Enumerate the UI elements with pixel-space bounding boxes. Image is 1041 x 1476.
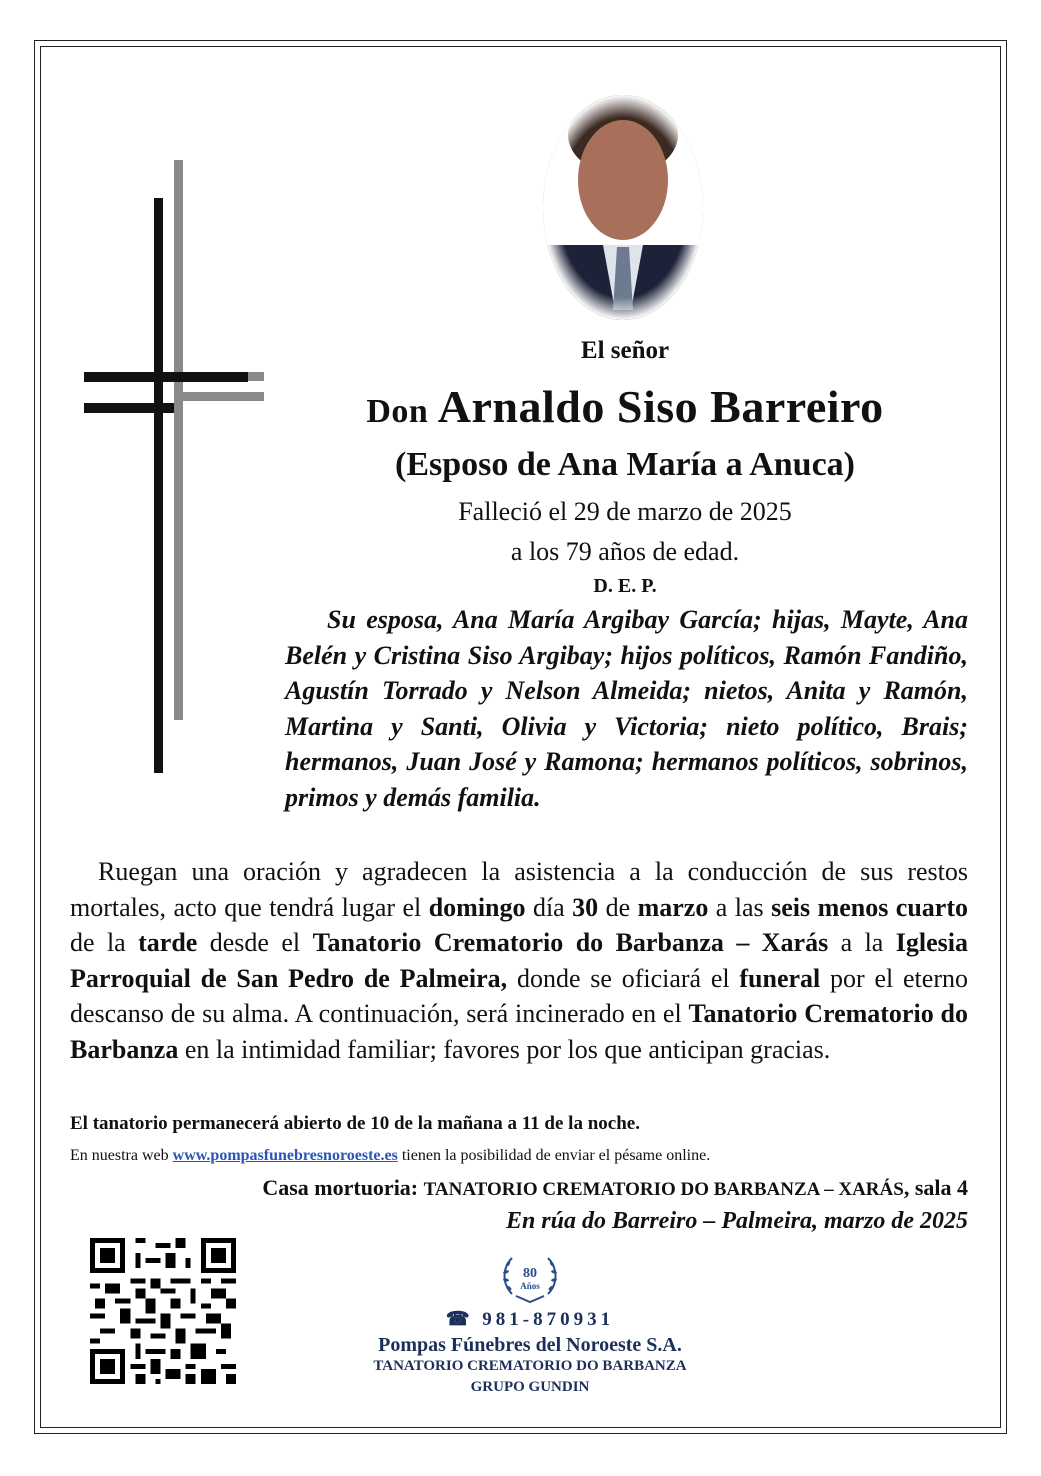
funeral-home-place: TANATORIO CREMATORIO DO BARBANZA – XARÁS <box>423 1179 904 1200</box>
web-text-before: En nuestra web <box>70 1147 173 1164</box>
name-text: Arnaldo Siso Barreiro <box>437 381 884 432</box>
ceremony-bold: domingo <box>428 892 526 922</box>
ceremony-paragraph <box>70 854 968 1067</box>
badge-number: 80 <box>523 1266 537 1281</box>
company-group: GRUPO GUNDIN <box>470 1379 590 1395</box>
funeral-home-line <box>262 1175 968 1201</box>
hours-line: El tanatorio permanecerá abierto de 10 de la mañana a 11 de la noche. <box>70 1113 640 1134</box>
ceremony-bold: seis menos cuarto <box>771 892 968 922</box>
family-list: Su esposa, Ana María Argibay García; hijas, Mayte, Ana Belén y Cristina Siso Argibay; hijos políticos, Ramón Fandiño, Agustín Torrado y Nelson Almeida; nietos, Anita y Ramón, Martina y Santi, Olivia y Victoria; nieto político, Brais; hermanos, Juan José y Ramona; hermanos políticos, sobrinos, primos y demás familia. <box>285 605 968 812</box>
website-link[interactable]: www.pompasfunebresnoroeste.es <box>172 1147 398 1164</box>
web-text-after: tienen la posibilidad de enviar el pésame online. <box>397 1147 711 1164</box>
age-line: a los 79 años de edad. <box>510 537 740 566</box>
ceremony-bold: 30 <box>572 892 599 922</box>
ceremony-text: en la intimidad familiar; favores por los que anticipan gracias. <box>178 1034 831 1064</box>
phone-icon: ☎ <box>445 1309 474 1330</box>
dep-line: D. E. P. <box>593 575 657 597</box>
ceremony-text: a las <box>708 892 772 922</box>
ceremony-bold: tarde <box>138 928 198 957</box>
spouse-line: (Esposo de Ana María a Anuca) <box>395 446 855 483</box>
ceremony-text: donde se oficiará el <box>507 963 740 993</box>
qr-code-icon[interactable] <box>90 1238 236 1384</box>
ceremony-text: día <box>525 892 573 922</box>
death-date-line: Falleció el 29 de marzo de 2025 <box>458 497 792 526</box>
ceremony-text: por el eterno descanso de su alma. A continuación, será incinerado en el <box>70 963 968 1028</box>
funeral-home-label: Casa mortuoria: <box>262 1175 419 1200</box>
portrait-photo <box>543 95 703 320</box>
company-tanatorio: TANATORIO CREMATORIO DO BARBANZA <box>373 1358 687 1374</box>
ceremony-text: desde el <box>197 928 313 957</box>
phone-line <box>300 1308 760 1331</box>
title-prefix: El señor <box>580 337 670 364</box>
ceremony-bold: Iglesia Parroquial de San Pedro de Palmeira, <box>70 928 968 993</box>
ceremony-bold: marzo <box>637 892 709 922</box>
name-prefix: Don <box>366 393 429 430</box>
ceremony-bold: funeral <box>739 963 821 993</box>
ceremony-text: de la <box>70 928 139 957</box>
ceremony-bold: Tanatorio Crematorio do Barbanza – Xarás <box>312 928 829 957</box>
ceremony-text: Ruegan una oración y agradecen la asistencia a la conducción de sus restos mortales, acto que tendrá lugar el <box>70 857 968 922</box>
phone-number[interactable]: 981-870931 <box>482 1309 615 1330</box>
deceased-name <box>280 380 970 433</box>
funeral-home-room: , sala 4 <box>903 1175 968 1200</box>
company-name: Pompas Fúnebres del Noroeste S.A. <box>378 1334 682 1356</box>
ceremony-text: a la <box>828 928 896 957</box>
anniversary-badge-icon <box>498 1250 562 1306</box>
ceremony-bold: Tanatorio Crematorio do Barbanza <box>70 999 968 1064</box>
ceremony-text: de <box>598 892 638 922</box>
badge-text: Años <box>520 1281 540 1291</box>
web-line <box>70 1147 710 1165</box>
cross-icon <box>76 160 266 775</box>
location-date-line: En rúa do Barreiro – Palmeira, marzo de 2025 <box>505 1208 968 1234</box>
